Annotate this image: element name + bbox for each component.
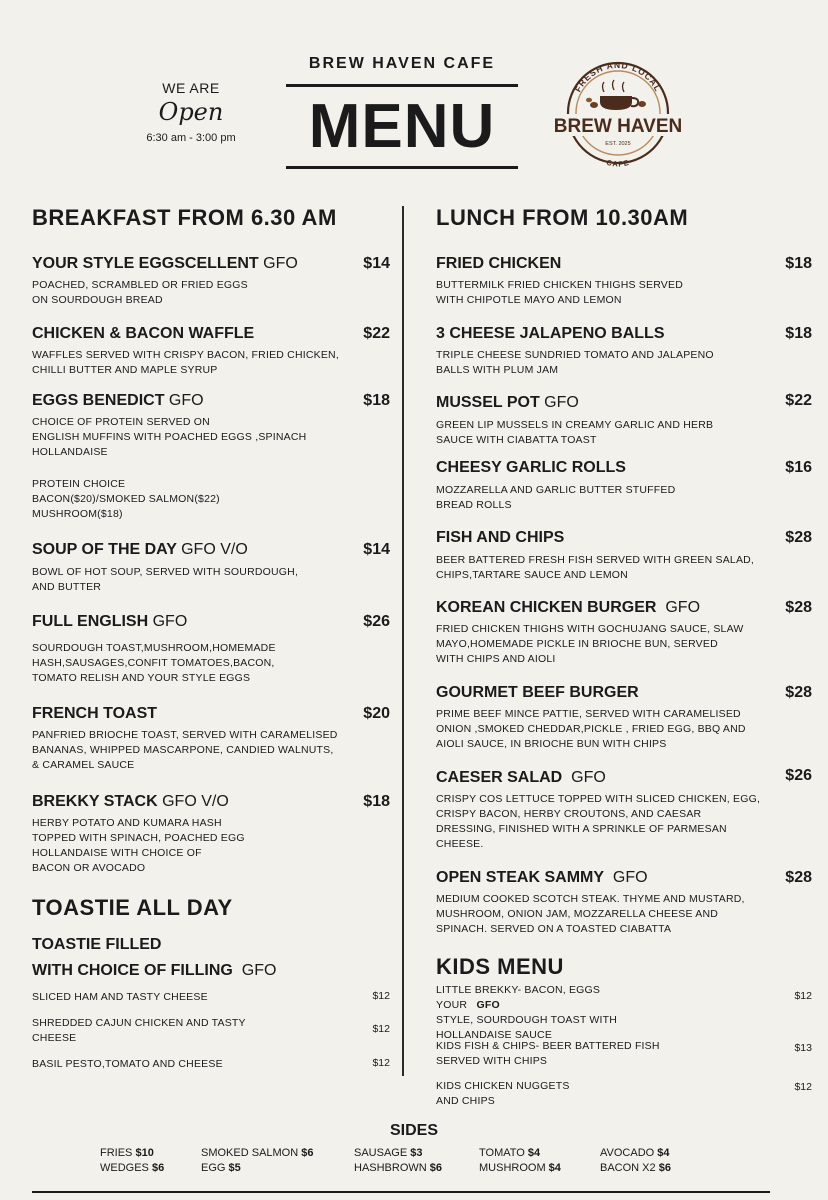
- kids-price: $12: [794, 990, 812, 1002]
- kids-price: $12: [794, 1081, 812, 1093]
- menu-item-name: CAESER SALAD GFO: [436, 769, 606, 786]
- coffee-cup-icon: [586, 80, 646, 110]
- side-item: FRIES $10: [100, 1147, 154, 1159]
- menu-item-price: $26: [785, 767, 812, 784]
- menu-item-name: YOUR STYLE EGGSCELLENT GFO: [32, 255, 298, 272]
- side-item: HASHBROWN $6: [354, 1162, 443, 1174]
- menu-item-description: BUTTERMILK FRIED CHICKEN THIGHS SERVED WITH CHIPOTLE MAYO AND LEMON: [436, 279, 683, 306]
- hours-text: 6:30 am - 3:00 pm: [146, 132, 236, 144]
- menu-item-name: OPEN STEAK SAMMY GFO: [436, 869, 648, 886]
- side-item: SMOKED SALMON $6: [201, 1147, 314, 1159]
- side-item: EGG $5: [201, 1162, 241, 1174]
- title-rule-bottom: [286, 166, 518, 169]
- protein-choice: PROTEIN CHOICE BACON($20)/SMOKED SALMON($22) MUSHROOM($18): [32, 478, 220, 520]
- menu-item-name: 3 CHEESE JALAPENO BALLS: [436, 325, 665, 342]
- menu-item-price: $18: [363, 793, 390, 810]
- menu-item-price: $14: [363, 255, 390, 272]
- menu-item-name: BREKKY STACK GFO V/O: [32, 793, 229, 810]
- menu-item-description: SOURDOUGH TOAST,MUSHROOM,HOMEMADE HASH,SAUSAGES,CONFIT TOMATOES,BACON, TOMATO RELISH AND YOUR STYLE EGGS: [32, 642, 276, 684]
- menu-item-name: MUSSEL POT GFO: [436, 394, 579, 411]
- menu-item-price: $28: [785, 684, 812, 701]
- toastie-price: $12: [372, 1057, 390, 1069]
- logo-bottom-text: CAFE: [605, 157, 631, 169]
- menu-item-price: $16: [785, 459, 812, 476]
- menu-item-price: $28: [785, 869, 812, 886]
- menu-item-name: FULL ENGLISH GFO: [32, 613, 188, 630]
- cafe-name: BREW HAVEN CAFE: [308, 55, 496, 72]
- menu-item-name: EGGS BENEDICT GFO: [32, 392, 204, 409]
- toastie-subtitle: TOASTIE FILLED: [32, 936, 162, 953]
- menu-item-description: TRIPLE CHEESE SUNDRIED TOMATO AND JALAPENO BALLS WITH PLUM JAM: [436, 349, 714, 376]
- brew-haven-logo: [548, 58, 688, 170]
- toastie-item: SLICED HAM AND TASTY CHEESE: [32, 991, 208, 1003]
- kids-item: KIDS CHICKEN NUGGETS AND CHIPS: [436, 1080, 570, 1107]
- kids-price: $13: [794, 1042, 812, 1054]
- breakfast-title: BREAKFAST FROM 6.30 AM: [32, 205, 337, 230]
- menu-item-price: $18: [363, 392, 390, 409]
- logo-top-text: FRESH AND LOCAL: [572, 59, 664, 94]
- menu-item-description: HERBY POTATO AND KUMARA HASH TOPPED WITH SPINACH, POACHED EGG HOLLANDAISE WITH CHOICE OF BACON OR AVOCADO: [32, 817, 245, 874]
- toastie-item: SHREDDED CAJUN CHICKEN AND TASTY CHEESE: [32, 1017, 246, 1044]
- page-title: MENU: [308, 92, 496, 161]
- menu-item-price: $28: [785, 599, 812, 616]
- menu-item-price: $28: [785, 529, 812, 546]
- menu-item-description: WAFFLES SERVED WITH CRISPY BACON, FRIED CHICKEN, CHILLI BUTTER AND MAPLE SYRUP: [32, 349, 339, 376]
- toastie-title: TOASTIE ALL DAY: [32, 895, 233, 920]
- bottom-rule: [32, 1191, 770, 1193]
- toastie-item: BASIL PESTO,TOMATO AND CHEESE: [32, 1058, 223, 1070]
- side-item: SAUSAGE $3: [354, 1147, 423, 1159]
- menu-item-name: FRIED CHICKEN: [436, 255, 562, 272]
- toastie-price: $12: [372, 1023, 390, 1035]
- logo-outer-ring: [568, 63, 668, 163]
- menu-item-name: KOREAN CHICKEN BURGER GFO: [436, 599, 701, 616]
- menu-item-description: CHOICE OF PROTEIN SERVED ON ENGLISH MUFFINS WITH POACHED EGGS ,SPINACH HOLLANDAISE: [32, 416, 307, 458]
- menu-item-name: CHEESY GARLIC ROLLS: [436, 459, 626, 476]
- we-are-label: WE ARE: [162, 80, 220, 96]
- toastie-price: $12: [372, 990, 390, 1002]
- menu-item-price: $20: [363, 705, 390, 722]
- menu-item-name: FRENCH TOAST: [32, 705, 158, 722]
- title-rule-top: [286, 84, 518, 87]
- side-item: BACON X2 $6: [600, 1162, 671, 1174]
- side-item: TOMATO $4: [479, 1147, 541, 1159]
- opening-hours-block: [130, 80, 252, 144]
- menu-item-description: GREEN LIP MUSSELS IN CREAMY GARLIC AND HERB SAUCE WITH CIABATTA TOAST: [436, 419, 714, 446]
- menu-item-name: FISH AND CHIPS: [436, 529, 565, 546]
- menu-item-price: $26: [363, 613, 390, 630]
- open-label: Open: [158, 98, 224, 126]
- side-item: MUSHROOM $4: [479, 1162, 561, 1174]
- toastie-subtitle: WITH CHOICE OF FILLING GFO: [32, 962, 277, 979]
- menu-item-price: $22: [785, 392, 812, 409]
- menu-item-description: PANFRIED BRIOCHE TOAST, SERVED WITH CARAMELISED BANANAS, WHIPPED MASCARPONE, CANDIED WALNUTS, & CARAMEL SAUCE: [32, 729, 338, 771]
- kids-item: KIDS FISH & CHIPS- BEER BATTERED FISH SERVED WITH CHIPS: [436, 1040, 660, 1067]
- logo-est: EST. 2025: [605, 141, 631, 147]
- column-divider: [402, 206, 404, 1076]
- logo-name: BREW HAVEN: [553, 116, 683, 137]
- menu-item-description: PRIME BEEF MINCE PATTIE, SERVED WITH CARAMELISED ONION ,SMOKED CHEDDAR,PICKLE , FRIED EGG, BBQ AND AIOLI SAUCE, IN BRIOCHE BUN WITH CHIPS: [436, 708, 746, 750]
- menu-item-description: BEER BATTERED FRESH FISH SERVED WITH GREEN SALAD, CHIPS,TARTARE SAUCE AND LEMON: [436, 554, 755, 581]
- side-item: AVOCADO $4: [600, 1147, 670, 1159]
- side-item: WEDGES $6: [100, 1162, 165, 1174]
- sides-title: SIDES: [389, 1122, 438, 1139]
- menu-item-price: $22: [363, 325, 390, 342]
- menu-item-description: MEDIUM COOKED SCOTCH STEAK. THYME AND MUSTARD, MUSHROOM, ONION JAM, MOZZARELLA CHEESE AND SPINACH. SERVED ON A TOASTED CIABATTA: [436, 893, 745, 935]
- menu-item-price: $18: [785, 255, 812, 272]
- menu-item-price: $14: [363, 541, 390, 558]
- menu-item-description: MOZZARELLA AND GARLIC BUTTER STUFFED BREAD ROLLS: [436, 484, 676, 511]
- kids-title: KIDS MENU: [436, 954, 564, 979]
- kids-item: LITTLE BREKKY- BACON, EGGS YOUR GFO STYLE, SOURDOUGH TOAST WITH HOLLANDAISE SAUCE: [436, 984, 618, 1041]
- menu-item-description: POACHED, SCRAMBLED OR FRIED EGGS ON SOURDOUGH BREAD: [32, 279, 248, 306]
- menu-item-description: CRISPY COS LETTUCE TOPPED WITH SLICED CHICKEN, EGG, CRISPY BACON, HERBY CROUTONS, AND CAESAR DRESSING, FINISHED WITH A SPRINKLE OF PARMESAN CHEESE.: [436, 793, 761, 850]
- menu-item-name: CHICKEN & BACON WAFFLE: [32, 325, 255, 342]
- menu-item-name: GOURMET BEEF BURGER: [436, 684, 639, 701]
- lunch-title: LUNCH FROM 10.30AM: [436, 205, 689, 230]
- menu-item-description: FRIED CHICKEN THIGHS WITH GOCHUJANG SAUCE, SLAW MAYO,HOMEMADE PICKLE IN BRIOCHE BUN, SERVED WITH CHIPS AND AIOLI: [436, 623, 744, 665]
- menu-item-name: SOUP OF THE DAY GFO V/O: [32, 541, 248, 558]
- menu-item-description: BOWL OF HOT SOUP, SERVED WITH SOURDOUGH, AND BUTTER: [32, 566, 299, 593]
- menu-item-price: $18: [785, 325, 812, 342]
